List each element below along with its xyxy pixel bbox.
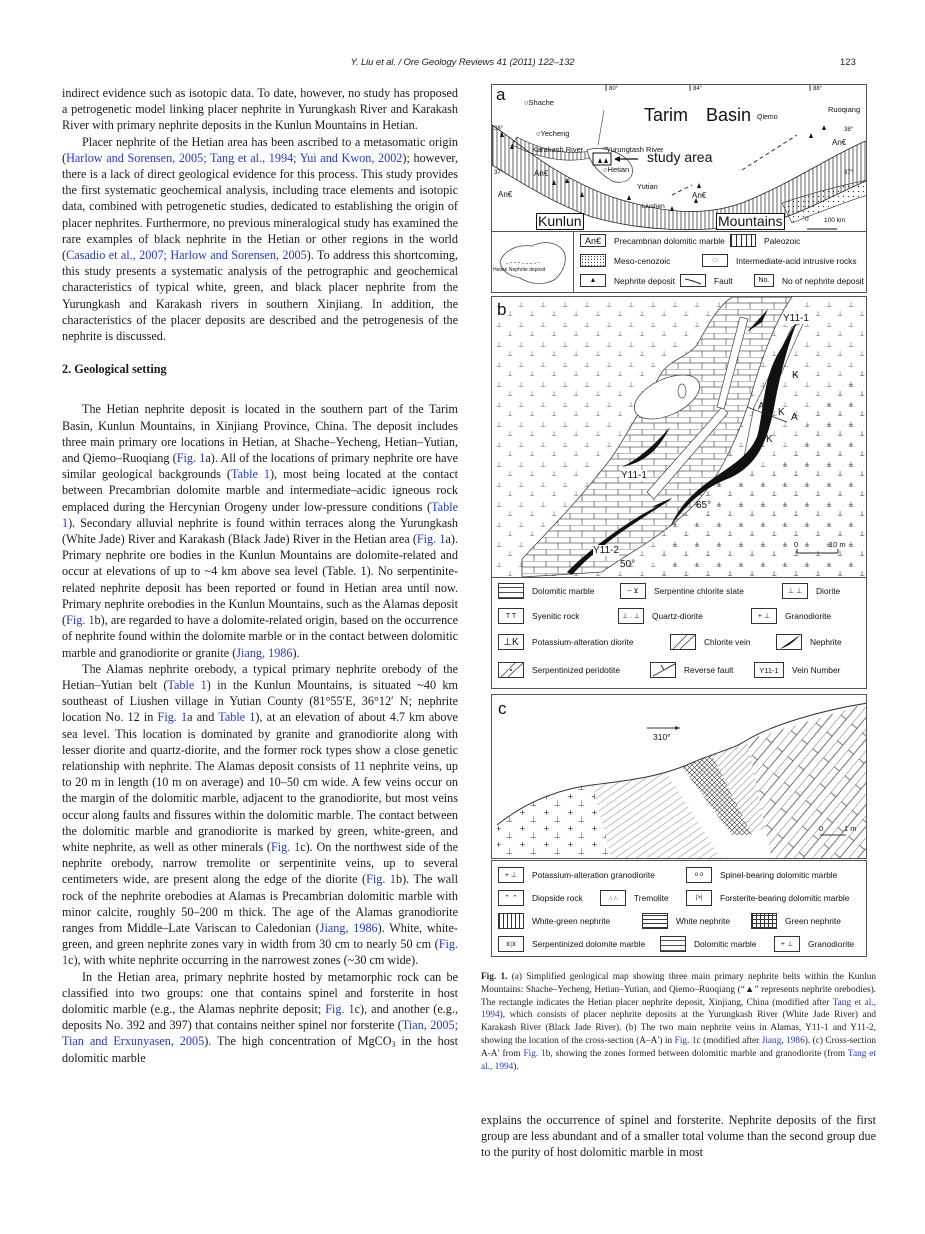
running-head xyxy=(0,57,925,71)
vein-label: Y11-2 xyxy=(593,545,619,556)
diopside-swatch: ⌃ ⌃ xyxy=(498,890,524,906)
map-title-tarim: Tarim xyxy=(644,105,688,125)
latitude-label: 37° xyxy=(844,170,854,176)
legend-item: + ⊥ Granodiorite xyxy=(774,936,854,952)
k-zone-label: K xyxy=(792,370,799,381)
citation-link[interactable]: Tian, 2005; Tian and Erxunyasen, 2005 xyxy=(62,1018,458,1049)
figure-link[interactable]: Fig. 1 xyxy=(674,1035,697,1046)
legend-item: White nephrite xyxy=(642,913,730,929)
latitude-label: 38° xyxy=(494,126,504,132)
legend-item: ·:· Intermediate-acid intrusive rocks xyxy=(702,254,857,267)
figure-panel-c-legend xyxy=(491,860,867,957)
dip-label: 65° xyxy=(696,500,712,511)
legend-item: Paleozoic xyxy=(730,234,800,247)
legend-item: Fault xyxy=(680,274,733,287)
longitude-label: 88° xyxy=(813,86,823,92)
legend-item: An€ Precambrian dolomitic marble xyxy=(580,234,725,247)
map-title-basin: Basin xyxy=(706,105,752,125)
citation-link[interactable]: Jiang, 1986 xyxy=(761,1035,805,1046)
citation-link[interactable]: Casadio et al., 2007; Harlow and Sorensen, 2005 xyxy=(66,248,307,263)
figure-link[interactable]: Fig. 1 xyxy=(366,872,397,887)
green-nephrite-swatch xyxy=(751,913,777,929)
river-karakash: Karakash River xyxy=(532,145,584,154)
k-zone-label: K xyxy=(766,434,773,445)
study-area-label: study area xyxy=(647,149,713,165)
citation-link[interactable]: Jiang, 1986 xyxy=(319,920,378,935)
legend-item: |>| Forsterite-bearing dolomitic marble xyxy=(686,890,849,906)
place-liushen: Liushen xyxy=(642,203,665,210)
latitude-label: 37° xyxy=(494,170,504,176)
alamas-plan-map xyxy=(492,297,867,578)
citation-link[interactable]: Harlow and Sorensen, 2005; Tang et al., 1994; Yui and Kwon, 2002 xyxy=(66,150,403,165)
latitude-label: 38° xyxy=(844,127,854,133)
reverse-fault-icon xyxy=(650,662,676,678)
table-link[interactable]: Table 1 xyxy=(218,710,256,725)
scale-label: 1 m xyxy=(844,824,857,833)
unit-label: An€ xyxy=(498,190,513,199)
legend-item: o o Spinel-bearing dolomitic marble xyxy=(686,867,837,883)
paragraph-alamas-orebody: The Alamas nephrite orebody, a typical primary nephrite orebody of the Hetian–Yutian belt (Table 1) in the Kunlun Mountains, is situated ~40 km southeast of Liushen village in Yutian County (81°55′E, 36°12′ N; nephrite location No. 12 in Fig. 1a and Table 1), at an elevation of about 4.7 km above sea level. This location is dominated by granite and granodiorite along with lesser diorite and quartz-diorite, and the former rock types show a close genetic relationship with nephrite. The Alamas deposit consists of 11 nephrite veins, up to 20 m in length (10 m on average) and 10–50 cm wide. A few veins occur on the margin of the dolomitic marble, adjacent to the granodiorite, but most veins occur along faults and fissures within the dolomitic marble. The contact between the dolomitic marble and granodiorite is marked by green, white-green, and white nephrite, as well as other minerals (Fig. 1c). On the northwest side of the nephrite orebody, narrow tremolite or serpentinite veins, up to several centimeters wide, are present along the edge of the diorite (Fig. 1b). The wall rock of the nephrite orebodies at Alamas is Precambrian dolomitic marble with minor calcite, roughly 50–200 m thick. The age of the Alamas granodiorite ranges from Middle–Late Variscan to Caledonian (Jiang, 1986). White, white-green, and green nephrite zones vary in width from 30 cm to nearly 50 cm (Fig. 1c), with white nephrite occurring in the narrowest zones (~30 cm wide). xyxy=(62,661,458,968)
figure-link[interactable]: Fig. 1 xyxy=(176,451,206,466)
legend-item: + ⊥ Granodiorite xyxy=(751,608,831,624)
legend-item: Nephrite xyxy=(776,634,842,650)
dolomitic-marble-swatch xyxy=(660,936,686,952)
dolomitic-marble-swatch xyxy=(498,583,524,599)
paleozoic-swatch xyxy=(730,234,756,247)
longitude-label: 80° xyxy=(609,86,619,92)
table-link[interactable]: Table 1 xyxy=(62,499,458,530)
river-yurungtash: Yurungtash River xyxy=(606,145,664,154)
panel-letter-b: b xyxy=(497,300,507,319)
nephrite-deposit-icon: ▲ xyxy=(580,274,606,287)
mountain-label-kunlun: Kunlun xyxy=(538,213,582,229)
section-point-a-prime: A' xyxy=(758,401,767,412)
table-link[interactable]: Table 1 xyxy=(167,677,207,692)
k-zone-label: K xyxy=(778,407,785,418)
legend-item: ⊥ ⊥ Diorite xyxy=(782,583,840,599)
dip-label: 50° xyxy=(620,559,636,570)
unit-label: An€ xyxy=(534,169,549,178)
place-yecheng: ○Yecheng xyxy=(536,129,570,138)
figure-panel-a-legend xyxy=(491,231,867,293)
mountain-label-mountains: Mountains xyxy=(718,213,783,229)
legend-item: White-green nephrite xyxy=(498,913,610,929)
citation-link[interactable]: Tang et al., 1994 xyxy=(481,997,876,1021)
panel-letter-c: c xyxy=(498,699,507,718)
scale-zero: 0 xyxy=(794,540,799,549)
vein-label: Y11-1 xyxy=(621,470,647,481)
figure-caption: Fig. 1. (a) Simplified geological map showing three main primary nephrite belts within the Kunlun Mountains: Shache–Yecheng, Hetian–Yutian, and Qiemo–Ruoqiang (“▲” represents nephrite orebodies). The rectangle indicates the Hetian placer nephrite deposit, Xinjiang, China (modified after Tang et al., 1994), which consists of placer nephrite deposits at the Yurungkash River (White Jade River) and Karakash River (Black Jade River). (b) The two main nephrite veins in Alamas, Y11-1 and Y11-2, showing the location of the cross-section (A–A′) in Fig. 1c (modified after Jiang, 1986). (c) Cross-section A-A′ from Fig. 1b, showing the zones formed between dolomitic marble and granodiorite (from Tang et al., 1994). xyxy=(481,972,877,1072)
unit-label: An€ xyxy=(692,191,707,200)
figure-link[interactable]: Fig. 1 xyxy=(157,710,188,725)
legend-item: ~ ⊻ Serpentine chlorite slate xyxy=(620,583,744,599)
longitude-label: 84° xyxy=(693,86,703,92)
cross-section-diagram xyxy=(492,695,867,859)
legend-item: ⌃ ⌃ Diopside rock xyxy=(498,890,583,906)
figure-link[interactable]: Fig. 1 xyxy=(270,839,301,854)
figure-link[interactable]: Fig. 1 xyxy=(325,1001,355,1016)
legend-item: Y11-1 Vein Number xyxy=(754,662,840,678)
legend-item: Dolomitic marble xyxy=(498,583,594,599)
inset-label: Hetian Nephrite deposit xyxy=(493,267,546,273)
paragraph-continuation: explains the occurrence of spinel and forsterite. Nephrite deposits of the first group are less abundant and of a smaller total volume than the second group due to the purity of host dolomitic marble in most xyxy=(481,1113,876,1160)
table-link[interactable]: Table 1 xyxy=(230,467,270,482)
paragraph-placer-origin: Placer nephrite of the Hetian area has been ascribed to a metasomatic origin (Harlow and Sorensen, 2005; Tang et al., 1994; Yui and Kwon, 2002); however, there is a lack of direct geological evidence for this process. This study provides the first systematic geochemical analysis, including trace elements and isotopic data, combined with petrogenetic studies, dedicated to establishing the origin of placer nephrites. Furthermore, no previous mineralogical study has examined the rare examples of black nephrite in the Hetian or other regions in the world (Casadio et al., 2007; Harlow and Sorensen, 2005). To address this shortcoming, this study presents a systematic analysis of the petrographic and geochemical characteristics of typical white, green, and black placer nephrite from the Yurungkash and Karakash rivers in southern Xinjiang. In addition, the characteristics of the placer deposits are described and the petrogenesis of the nephrite is discussed. xyxy=(62,134,458,344)
nephrite-swatch xyxy=(776,634,802,650)
figure-link[interactable]: Fig. 1 xyxy=(416,532,446,547)
place-yutian: Yutian xyxy=(637,182,658,191)
legend-item: ⊥K Potassium-alteration diorite xyxy=(498,634,633,650)
tremolite-swatch: ∴ ∴ xyxy=(600,890,626,906)
serpentinized-dolomite-swatch: ⊻|⊻ xyxy=(498,936,524,952)
citation-link[interactable]: Jiang, 1986 xyxy=(236,645,293,660)
fault-icon xyxy=(680,274,706,287)
figure-panel-b-plan xyxy=(491,296,867,578)
legend-item: ∴ ∴ Tremolite xyxy=(600,890,669,906)
legend-item: + ⊥ Potassium-alteration granodiorite xyxy=(498,867,655,883)
china-inset-map xyxy=(492,232,574,292)
forsterite-swatch: |>| xyxy=(686,890,712,906)
chlorite-vein-swatch xyxy=(670,634,696,650)
section-heading: 2. Geological setting xyxy=(62,362,167,377)
unit-label: An€ xyxy=(832,138,847,147)
scale-label: 10 m xyxy=(829,540,846,549)
section-point-a: A xyxy=(791,412,798,423)
figure-panel-b-legend xyxy=(491,577,867,689)
scale-zero: 0 xyxy=(819,824,824,833)
figure-1 xyxy=(491,84,867,957)
scale-label: 100 km xyxy=(824,217,846,224)
figure-panel-c-section xyxy=(491,694,867,859)
legend-item: Meso-cenozoic xyxy=(580,254,670,267)
serpentinized-peridotite-swatch xyxy=(498,662,524,678)
paragraph-hetian-deposit: The Hetian nephrite deposit is located in the southern part of the Tarim Basin, Kunlun Mountains, in Xinjiang Province, China. The deposit includes three main primary ore locations in Hetian, at Shache–Yecheng, Hetian–Yutian, and Qiemo–Ruoqiang (Fig. 1a). All of the locations of primary nephrite ore have similar geological backgrounds (Table 1), most being located at the contact between Precambrian dolomite marble and intermediate–acidic igneous rock emplaced during the Hercynian Orogeny under low-pressure conditions (Table 1). Secondary alluvial nephrite is found within terraces along the Yurungkash (White Jade) River and Karakash (Black Jade) River in the Hetian area (Fig. 1a). Primary nephrite ore bodies in the Kunlun Mountains are dolomite-related and occur at elevations of up to ~4 km above sea level (Table. 1). No serpentinite-related nephrite deposit has been reported or found in Hetian area until now. Primary nephrite orebodies in the Kunlun Mountains, such as the Alamas deposit (Fig. 1b), are regarded to have a dolomite-related origin, based on the occurrence of nephrite found within the dolomite marble or in the contact between dolomitic marble and granodiorite or granite (Jiang, 1986). xyxy=(62,402,458,660)
legend-item: Dolomitic marble xyxy=(660,936,756,952)
panel-letter-a: a xyxy=(496,85,506,104)
legend-item: Green nephrite xyxy=(751,913,841,929)
scale-zero: 0 xyxy=(805,216,809,223)
white-nephrite-swatch xyxy=(642,913,668,929)
white-green-nephrite-swatch xyxy=(498,913,524,929)
legend-item: ⊻|⊻ Serpentinized dolomite marble xyxy=(498,936,645,952)
left-column xyxy=(62,85,458,1066)
serpentine-slate-swatch: ~ ⊻ xyxy=(620,583,646,599)
caption-label: Fig. 1. xyxy=(481,972,508,982)
legend-item: T T Syenitic rock xyxy=(498,608,579,624)
vein-label: Y11-1 xyxy=(783,313,809,324)
paragraph-intro-end: indirect evidence such as isotopic data. To date, however, no study has proposed a petrogenetic model linking placer nephrite in Yurungkash River and Karakash River with primary nephrite deposits in the Kunlun Mountains in Hetian. xyxy=(62,86,458,133)
meso-cenozoic-swatch xyxy=(580,254,606,267)
legend-item: Reverse fault xyxy=(650,662,733,678)
china-outline-icon xyxy=(492,232,574,292)
figure-link[interactable]: Fig. 1 xyxy=(66,613,95,628)
figure-panel-a-map xyxy=(491,84,867,232)
legend-item: ▲ Nephrite deposit xyxy=(580,274,675,287)
intrusive-swatch: ·:· xyxy=(702,254,728,267)
page-number: 123 xyxy=(840,57,856,68)
place-shache: ○Shache xyxy=(524,98,554,107)
place-ruoqiang: Ruoqiang xyxy=(828,105,861,114)
legend-item: Serpentinized peridotite xyxy=(498,662,620,678)
place-hetian: ○Hetian xyxy=(603,165,630,174)
right-column-text xyxy=(481,1112,876,1161)
figure-link[interactable]: Fig. 1 xyxy=(62,937,458,968)
figure-link[interactable]: Fig. 1 xyxy=(523,1048,546,1059)
citation-link[interactable]: Tang et al., 1994 xyxy=(481,1048,876,1072)
direction-label: 310° xyxy=(653,732,671,742)
legend-item: ⊥ . ⊥ Quartz-diorite xyxy=(618,608,703,624)
legend-item: No. No of nephrite deposit xyxy=(754,274,864,287)
paragraph-metamorphic-groups: In the Hetian area, primary nephrite hosted by metamorphic rock can be classified into two groups: one that contains spinel and forsterite in host dolomitic marble (e.g., the Alamas nephrite deposit; Fig. 1c), and another (e.g., deposits No. 392 and 397) that contains neither spinel nor forsterite (Tian, 2005; Tian and Erxunyasen, 2005). The high concentration of MgCO$_3$ in the host dolomitic marble xyxy=(62,969,458,1065)
place-qiemo: Qiemo xyxy=(757,114,778,121)
journal-citation: Y. Liu et al. / Ore Geology Reviews 41 (2011) 122–132 xyxy=(350,57,575,68)
legend-item: Chlorite vein xyxy=(670,634,751,650)
